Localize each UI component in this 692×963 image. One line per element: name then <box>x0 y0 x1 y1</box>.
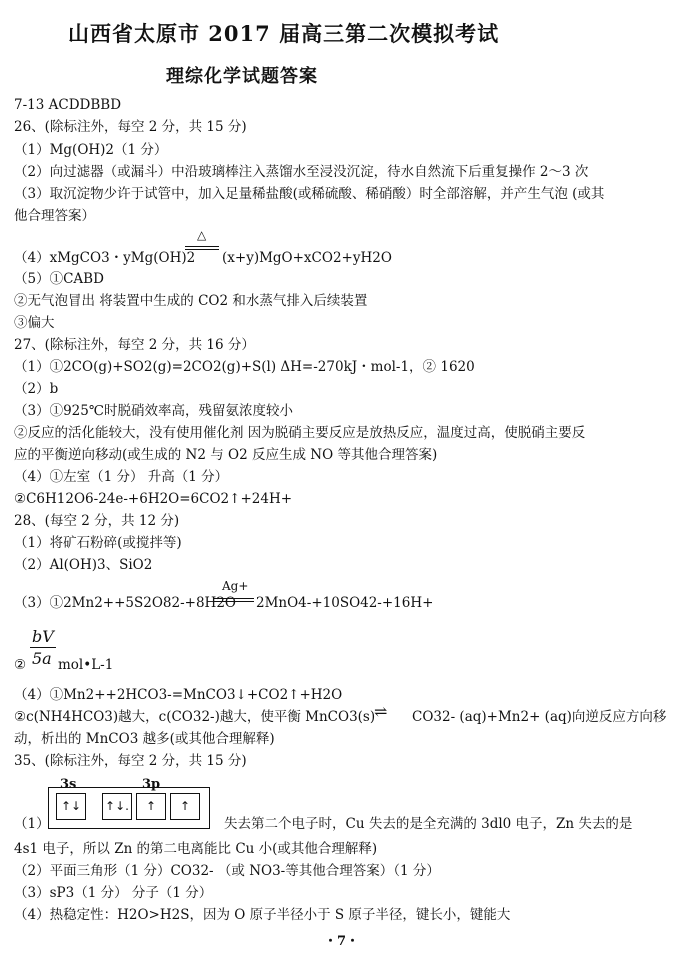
answer-line: 应的平衡逆向移动(或生成的 N2 与 O2 反应生成 NO 等其他合理答案) <box>14 447 438 463</box>
answer-line: （3）①2Mn2++5S2O82-+8H2O <box>14 595 236 611</box>
answer-line: 26、(除标注外，每空 2 分，共 15 分) <box>14 119 247 135</box>
reaction-bar <box>185 246 219 247</box>
answer-line: mol•L-1 <box>58 657 114 673</box>
answer-line: 35、(除标注外，每空 2 分，共 15 分) <box>14 753 247 769</box>
answer-line: （1）①2CO(g)+SO2(g)=2CO2(g)+S(l) ΔH=-270kJ・mol-1，② 1620 <box>14 359 475 375</box>
answer-line: （3）sP3（1 分） 分子（1 分） <box>14 885 213 901</box>
orbital-box-3s: ↑↓ <box>56 793 86 820</box>
answer-line: （3）取沉淀物少许于试管中，加入足量稀盐酸(或稀硫酸、稀硝酸）时全部溶解，并产生气泡 (或其 <box>14 186 605 202</box>
answer-line: （4）热稳定性：H2O>H2S，因为 O 原子半径小于 S 原子半径，键长小，键能大 <box>14 907 511 923</box>
answer-line: 28、(每空 2 分，共 12 分) <box>14 513 180 529</box>
answer-line: ② <box>14 657 27 673</box>
answer-line: （5）①CABD <box>14 271 104 287</box>
fraction-denominator: 5a <box>32 649 52 668</box>
answer-line: 7-13 ACDDBBD <box>14 97 122 113</box>
answer-line: 他合理答案） <box>14 208 95 224</box>
reaction-bar <box>214 598 254 599</box>
orbital-box-3p: ↑↓. <box>102 793 132 820</box>
answer-line: ②反应的活化能较大，没有使用催化剂 因为脱硝主要反应是放热反应，温度过高，使脱硝主要反 <box>14 425 586 441</box>
heat-symbol: △ <box>197 228 207 242</box>
catalyst-symbol: Ag+ <box>222 579 249 593</box>
answer-line: （1） <box>14 816 50 832</box>
orbital-box-3p: ↑ <box>170 793 200 820</box>
answer-line: （4）xMgCO3・yMg(OH)2 <box>14 250 196 266</box>
page-number: ・7・ <box>324 934 360 949</box>
answer-line: （2）平面三角形（1 分）CO32- （或 NO3-等其他合理答案）（1 分） <box>14 863 440 879</box>
answer-line: 动，析出的 MnCO3 越多(或其他合理解释) <box>14 731 275 747</box>
answer-line: ②无气泡冒出 将装置中生成的 CO2 和水蒸气排入后续装置 <box>14 293 368 309</box>
orbital-label-3p: 3p <box>142 777 161 792</box>
fraction-bar <box>30 647 56 648</box>
answer-line: （3）①925℃时脱硝效率高，残留氨浓度较小 <box>14 403 293 419</box>
answer-line: ③偏大 <box>14 315 55 331</box>
answer-line: （1）将矿石粉碎(或搅拌等) <box>14 535 182 551</box>
answer-line: （4）①Mn2++2HCO3-=MnCO3↓+CO2↑+H2O <box>14 687 343 703</box>
reaction-bar <box>185 249 219 250</box>
equilibrium-arrow: ⇌ <box>374 702 388 721</box>
fraction-numerator: bV <box>32 627 54 646</box>
answer-line: （2）向过滤器（或漏斗）中沿玻璃棒注入蒸馏水至浸没沉淀，待水自然流下后重复操作 2～3 次 <box>14 164 589 180</box>
answer-line: （4）①左室（1 分） 升高（1 分） <box>14 469 229 485</box>
exam-title: 山西省太原市 2017 届高三第二次模拟考试 <box>68 21 500 46</box>
answer-line: ②c(NH4HCO3)越大，c(CO32-)越大，使平衡 MnCO3(s) <box>14 709 376 725</box>
answer-subtitle: 理综化学试题答案 <box>166 66 318 87</box>
answer-line: （1）Mg(OH)2（1 分） <box>14 142 168 158</box>
answer-line: CO32- (aq)+Mn2+ (aq)向逆反应方向移 <box>412 709 667 725</box>
reaction-bar <box>214 601 254 602</box>
answer-line: （2）b <box>14 381 59 397</box>
answer-line: 27、(除标注外，每空 2 分，共 16 分） <box>14 337 255 353</box>
orbital-box-3p: ↑ <box>136 793 166 820</box>
answer-line: 2MnO4-+10SO42-+16H+ <box>256 595 434 611</box>
answer-line: ②C6H12O6-24e-+6H2O=6CO2↑+24H+ <box>14 491 293 507</box>
orbital-label-3s: 3s <box>60 777 77 792</box>
answer-line: 4s1 电子，所以 Zn 的第二电离能比 Cu 小(或其他合理解释) <box>14 841 378 857</box>
answer-line: （2）Al(OH)3、SiO2 <box>14 557 153 573</box>
answer-line: (x+y)MgO+xCO2+yH2O <box>222 250 392 266</box>
answer-line: 失去第二个电子时，Cu 失去的是全充满的 3dl0 电子，Zn 失去的是 <box>224 816 633 832</box>
